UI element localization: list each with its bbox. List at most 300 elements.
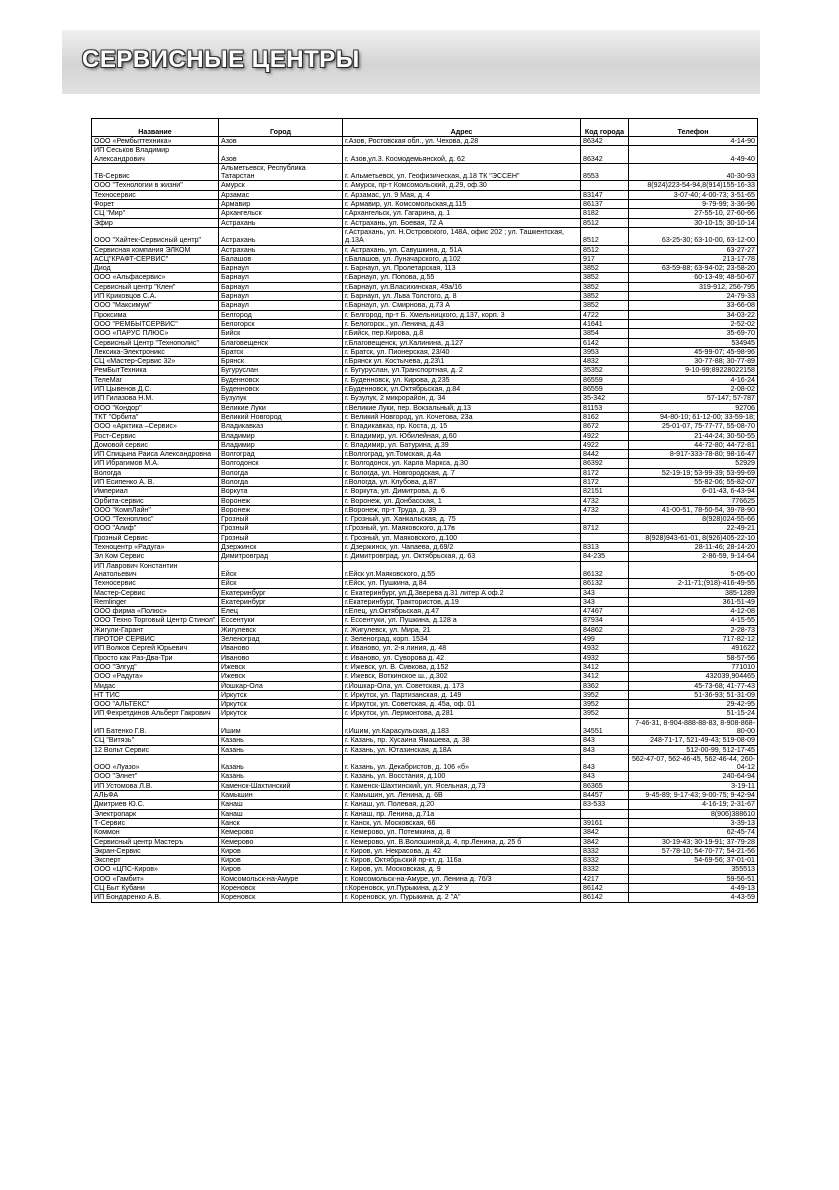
cell-city: Альметьевск, Республика Татарстан [219,163,343,181]
table-row [92,450,758,459]
cell-phone: 28-11-46; 28-14-20 [629,543,758,552]
cell-name: Сервисный Центр "Технополис" [92,338,219,347]
cell-phone: 2-52-02 [629,319,758,328]
cell-city-code: 843 [581,772,629,781]
cell-city: Амурск [219,181,343,190]
cell-city: Барнаул [219,273,343,282]
cell-phone: 44-72-80; 44-72-81 [629,440,758,449]
table-row [92,440,758,449]
cell-phone: 57-147; 57-787 [629,394,758,403]
cell-city-code: 8512 [581,227,629,245]
cell-phone: 45-99-07; 45-98-96 [629,347,758,356]
cell-city-code: 35-342 [581,394,629,403]
cell-city: Грозный [219,515,343,524]
cell-city: Ейск [219,561,343,579]
cell-address: г.Барнаул, ул. Попова, д.55 [343,273,581,282]
cell-name: ООО "Хайтек-Сервисный центр" [92,227,219,245]
table-row [92,781,758,790]
cell-address: г. Бугуруслан, ул.Транспортная, д. 2 [343,366,581,375]
table-row [92,745,758,754]
cell-city-code: 843 [581,736,629,745]
cell-name: Просто как Раз-Два-Три [92,653,219,662]
cell-address: г.Грозный, ул. Маяковского, д.17в [343,524,581,533]
cell-name: ООО «Радуга» [92,672,219,681]
cell-address: г. Ижевск, ул. В. Сивкова, д.152 [343,662,581,671]
table-row [92,690,758,699]
table-row [92,385,758,394]
cell-city: Комсомольск-на-Амуре [219,874,343,883]
cell-phone: 4-15-55 [629,616,758,625]
cell-address: г. Казань, ул. Восстания, д.100 [343,772,581,781]
cell-phone: 319-912, 256-795 [629,282,758,291]
table-row [92,597,758,606]
cell-name: ООО «Арктика –Сервис» [92,422,219,431]
cell-address: г. Канаш, ул. Полевая, д.20 [343,800,581,809]
table-row [92,837,758,846]
cell-address: г.Вологда, ул. Клубова, д.87 [343,477,581,486]
cell-phone: 2-08-02 [629,385,758,394]
cell-city-code: 3953 [581,347,629,356]
cell-name: Эксперт [92,856,219,865]
cell-city-code [581,181,629,190]
cell-address: г.Астрахань, ул. Н.Островского, 148А, офис 202 ; ул. Ташкентская, д.13А [343,227,581,245]
table-body [92,137,758,903]
cell-address: г. Камышин, ул. Ленина, д. 6В [343,791,581,800]
header-name: Название [92,119,219,137]
cell-phone: 63-27-27 [629,245,758,254]
cell-phone: 34-03-22 [629,310,758,319]
cell-phone: 771010 [629,662,758,671]
cell-phone: 4-49-13 [629,884,758,893]
cell-phone: 385-1289 [629,588,758,597]
cell-name: ИП Цывенов Д.С. [92,385,219,394]
cell-name: ООО "Алиф" [92,524,219,533]
table-row [92,459,758,468]
cell-city-code: 8182 [581,209,629,218]
cell-city-code: 843 [581,745,629,754]
cell-phone: 3-39-13 [629,818,758,827]
cell-city-code: 843 [581,754,629,772]
cell-name: 12 Вольт Сервис [92,745,219,754]
cell-city-code: 4832 [581,357,629,366]
cell-name: Техносервис [92,579,219,588]
service-centers-table [91,118,758,903]
cell-city: Братск [219,347,343,356]
table-row [92,809,758,818]
cell-address: г.Великие Луки, пер. Вокзальный, д.13 [343,403,581,412]
table-row [92,209,758,218]
cell-city: Каменск-Шахтинский [219,781,343,790]
cell-city-code: 34551 [581,718,629,736]
cell-address: г. Киров, Октябрьский пр-кт, д. 116а [343,856,581,865]
cell-address: г. Воркута, ул. Димитрова, д. 6 [343,487,581,496]
cell-name: ИП Волков Сергей Юрьевич [92,644,219,653]
cell-city-code: 8162 [581,412,629,421]
cell-name: РемБытТехника [92,366,219,375]
cell-name: Орбита-сервис [92,496,219,505]
cell-name: Проксима [92,310,219,319]
cell-city: Великий Новгород [219,412,343,421]
cell-city-code: 6142 [581,338,629,347]
cell-city-code: 86137 [581,200,629,209]
cell-address: г. Азов,ул.3. Космодемьянской, д. 62 [343,146,581,164]
cell-city: Киров [219,865,343,874]
cell-address: г. Грозный, ул. Ханкальская, д. 75 [343,515,581,524]
cell-city-code [581,515,629,524]
cell-name: Коммон [92,828,219,837]
cell-phone: 776625 [629,496,758,505]
cell-city-code: 3842 [581,837,629,846]
cell-phone: 9-10-99;89228022158 [629,366,758,375]
cell-city: Канск [219,818,343,827]
table-row [92,301,758,310]
cell-city-code: 3952 [581,700,629,709]
cell-city-code: 83147 [581,190,629,199]
cell-name: Сервисный центр "Клен" [92,282,219,291]
cell-city: Владикавказ [219,422,343,431]
cell-phone: 30-10-15; 30-10-14 [629,218,758,227]
cell-city-code: 39161 [581,818,629,827]
cell-phone: 30-77-88; 30-77-89 [629,357,758,366]
cell-city-code [581,809,629,818]
cell-name: ООО "Максимум" [92,301,219,310]
cell-city: Канаш [219,800,343,809]
cell-phone: 22-49-21 [629,524,758,533]
table-row [92,846,758,855]
cell-city: Бугуруслан [219,366,343,375]
table-row [92,543,758,552]
cell-phone: 4-12-08 [629,607,758,616]
cell-name: СЦ Быт Кубани [92,884,219,893]
cell-address: г.Балашов, ул. Луначарского, д.102 [343,254,581,263]
table-row [92,366,758,375]
cell-city: Иваново [219,644,343,653]
cell-phone: 4-14-90 [629,137,758,146]
cell-name: ИП Сеськов Владимир Александрович [92,146,219,164]
cell-city: Екатеринбург [219,597,343,606]
cell-city: Зеленоград [219,635,343,644]
cell-city-code: 8553 [581,163,629,181]
header-address: Адрес [343,119,581,137]
cell-phone: 59-56-51 [629,874,758,883]
cell-name: Дмитриев Ю.С. [92,800,219,809]
table-row [92,579,758,588]
table-row [92,800,758,809]
title-banner [62,30,760,94]
cell-city: Волгоград [219,450,343,459]
cell-phone: 240-64-94 [629,772,758,781]
table-row [92,818,758,827]
cell-name: ООО "РЕМБЫТСЕРВИС" [92,319,219,328]
cell-city: Вологда [219,468,343,477]
header-city-code: Код города [581,119,629,137]
cell-city-code: 917 [581,254,629,263]
cell-city: Ижевск [219,662,343,671]
table-row [92,254,758,263]
cell-phone: 6-01-43, 6-43-94 [629,487,758,496]
cell-phone: 92706 [629,403,758,412]
cell-phone: 213-17-78 [629,254,758,263]
cell-phone: 8-917-333-78-80; 98-16-47 [629,450,758,459]
cell-address: г. Казань, пр. Хусаина Ямашева, д. 38 [343,736,581,745]
cell-phone: 717-82-12 [629,635,758,644]
cell-phone: 3-19-11 [629,781,758,790]
cell-city-code: 86132 [581,579,629,588]
cell-name: ООО «Альфасервис» [92,273,219,282]
cell-city-code: 8512 [581,218,629,227]
cell-address: г. Иркутск, ул. Советская, д. 45а, оф. 01 [343,700,581,709]
cell-city-code: 86142 [581,884,629,893]
cell-city: Киров [219,846,343,855]
cell-address: г. Астрахань, ул. Савушкина, д. 51А [343,245,581,254]
cell-name: ООО "Технологии в жизни" [92,181,219,190]
cell-city: Архангельск [219,209,343,218]
cell-address: г. Жигулевск, ул. Мира, 21 [343,625,581,634]
header-city: Город [219,119,343,137]
table-row [92,200,758,209]
cell-address: г. Кемерово, ул. Потемкина, д. 8 [343,828,581,837]
cell-phone: 52929 [629,459,758,468]
cell-city: Казань [219,754,343,772]
cell-city: Камышин [219,791,343,800]
cell-address: г.Брянск ул. Костычева, д.23\1 [343,357,581,366]
cell-city-code: 3852 [581,282,629,291]
cell-phone: 355513 [629,865,758,874]
table-row [92,292,758,301]
cell-phone: 51-36-93; 51-31-09 [629,690,758,699]
cell-city: Белогорск [219,319,343,328]
cell-phone: 60-13-49; 48-50-67 [629,273,758,282]
cell-city: Азов [219,137,343,146]
cell-address: г.Ейск ул.Маяковского, д.55 [343,561,581,579]
cell-name: ООО Техно Торговый Центр Стинол" [92,616,219,625]
cell-phone: 534945 [629,338,758,347]
cell-name: ООО "АЛЬТЕКС" [92,700,219,709]
cell-city-code: 86392 [581,459,629,468]
cell-name: ИП Бондаренко А.В. [92,893,219,902]
cell-city: Воркута [219,487,343,496]
table-row [92,700,758,709]
table-row [92,357,758,366]
cell-name: ИП Спицына Раиса Александровна [92,450,219,459]
table-row [92,524,758,533]
table-row [92,264,758,273]
cell-address: г. Вологда, ул. Новгородская, д. 7 [343,468,581,477]
cell-address: г.Йошкар-Ола, ул. Советская, д. 173 [343,681,581,690]
cell-city-code: 84862 [581,625,629,634]
table-row [92,884,758,893]
cell-name: Экран-Сервис [92,846,219,855]
cell-address: г.Барнаул, ул. Смирнова, д.73 А [343,301,581,310]
cell-city-code: 3852 [581,264,629,273]
cell-name: ИП Устомова Л.В. [92,781,219,790]
cell-address: г. Кореновск, ул. Пурыкина, д. 2 "А" [343,893,581,902]
cell-address: г. Волгодонск, ул. Карла Маркса, д.30 [343,459,581,468]
cell-city: Барнаул [219,292,343,301]
cell-city-code: 4732 [581,496,629,505]
table-row [92,468,758,477]
cell-name: ООО "Техноплюс" [92,515,219,524]
cell-city-code: 4217 [581,874,629,883]
table-row [92,552,758,561]
cell-phone: 8(906)388610 [629,809,758,818]
cell-name: СЦ «Мастер-Сервис 32» [92,357,219,366]
cell-address: г. Дзержинск, ул. Чапаева, д.69/2 [343,543,581,552]
cell-city-code: 86132 [581,561,629,579]
cell-name: Жигули-Гарант [92,625,219,634]
cell-name: Империал [92,487,219,496]
table-row [92,403,758,412]
table-row [92,561,758,579]
cell-phone: 432039,904465 [629,672,758,681]
cell-name: ТелеМаг [92,375,219,384]
table-row [92,515,758,524]
cell-city-code: 8442 [581,450,629,459]
table-row [92,662,758,671]
table-row [92,856,758,865]
cell-city-code: 4932 [581,653,629,662]
cell-address: г.Волгоград, ул.Томская, д.4а [343,450,581,459]
table-row [92,163,758,181]
cell-name: ИП Лаврович Константин Анатольевич [92,561,219,579]
table-row [92,736,758,745]
cell-city: Екатеринбург [219,588,343,597]
cell-address: г.Кореновск, ул.Пурыкина, д.2 У [343,884,581,893]
cell-city-code: 3952 [581,709,629,718]
cell-city: Жигулевск [219,625,343,634]
cell-phone: 29-42-95 [629,700,758,709]
cell-address: г.Благовещенск, ул.Калинина, д.127 [343,338,581,347]
cell-phone: 248-71-17, 521-49-43; 519-08-09 [629,736,758,745]
cell-phone: 35-69-70 [629,329,758,338]
table-row [92,310,758,319]
table-row [92,422,758,431]
cell-name: ИП Криковцов С.А. [92,292,219,301]
cell-city-code: 41641 [581,319,629,328]
cell-address: г. Альметьевск, ул. Геофизическая, д.18 ТК "ЭССЕН" [343,163,581,181]
cell-phone: 94-80-10; 61-12-00; 33-59-18; [629,412,758,421]
cell-city: Кемерово [219,837,343,846]
cell-address: г. Владимир, ул. Юбилейная, д.60 [343,431,581,440]
cell-phone: 7-46-31, 8-904-888-88-83, 8-908-868-80-00 [629,718,758,736]
table-row [92,477,758,486]
cell-address: г.Екатеринбург, Трактористов, д.19 [343,597,581,606]
cell-city-code: 3412 [581,662,629,671]
cell-city: Иркутск [219,709,343,718]
cell-city-code: 3842 [581,828,629,837]
table-row [92,273,758,282]
table-row [92,865,758,874]
cell-phone: 4-16-19; 2-31-67 [629,800,758,809]
table-row [92,412,758,421]
cell-phone: 8(924)223-54-94,8(914)155-16-33 [629,181,758,190]
cell-address: г.Архангельск, ул. Гагарина, д. 1 [343,209,581,218]
table-row [92,190,758,199]
cell-city: Казань [219,745,343,754]
cell-name: ИП Гилазова Н.М. [92,394,219,403]
cell-name: Рост-Сервис [92,431,219,440]
cell-name: ИП Фехретдинов Альберт Гакрович [92,709,219,718]
cell-city: Волгодонск [219,459,343,468]
cell-name: Форет [92,200,219,209]
cell-city-code: 84457 [581,791,629,800]
cell-city-code: 8172 [581,468,629,477]
cell-city-code: 84-235 [581,552,629,561]
cell-address: г. Владикавказ, пр. Коста, д. 15 [343,422,581,431]
table-row [92,137,758,146]
cell-phone: 4-43-59 [629,893,758,902]
cell-address: г.Ейск, ул. Пушкина, д.84 [343,579,581,588]
cell-address: г. Армавир, ул. Комсомольская,д.115 [343,200,581,209]
cell-city: Барнаул [219,282,343,291]
cell-name: ООО "Элнет" [92,772,219,781]
table-row [92,681,758,690]
cell-city-code: 3412 [581,672,629,681]
cell-city-code: 3952 [581,690,629,699]
cell-address: г.Бийск, пер.Кирова, д.8 [343,329,581,338]
table-row [92,218,758,227]
cell-name: Вологда [92,468,219,477]
cell-name: ИП Батенко Г.В. [92,718,219,736]
cell-name: ООО «Гамбит» [92,874,219,883]
cell-phone: 63-25-30; 63-10-00, 63-12-00 [629,227,758,245]
cell-name: СЦ "Мир" [92,209,219,218]
cell-name: Мидас [92,681,219,690]
cell-name: СЦ "Витязь" [92,736,219,745]
cell-city: Димитровград [219,552,343,561]
cell-name: Т-Сервис [92,818,219,827]
cell-address: г. Киров, ул. Некрасова, д. 42 [343,846,581,855]
cell-address: г. Иркутск, ул. Партизанская, д. 149 [343,690,581,699]
cell-city: Барнаул [219,264,343,273]
table-row [92,347,758,356]
cell-city-code: 4732 [581,505,629,514]
table-row [92,754,758,772]
cell-city-code: 4932 [581,644,629,653]
cell-city: Иваново [219,653,343,662]
table-row [92,338,758,347]
table-row [92,245,758,254]
cell-city: Астрахань [219,245,343,254]
cell-phone: 3-07-40; 4-00-73; 3-51-65 [629,190,758,199]
cell-address: г. Владимир, ул. Батурина, д.39 [343,440,581,449]
cell-city-code: 82151 [581,487,629,496]
cell-city-code: 8332 [581,865,629,874]
cell-address: г.Елец, ул.Октябрьская, д.47 [343,607,581,616]
cell-city: Ейск [219,579,343,588]
cell-phone: 40-30-93 [629,163,758,181]
cell-city: Балашов [219,254,343,263]
cell-name: ООО фирма «Полюс» [92,607,219,616]
cell-name: ООО «ПАРУС ПЛЮС» [92,329,219,338]
cell-address: г. Белогорск., ул. Ленина, д.43 [343,319,581,328]
cell-city: Грозный [219,524,343,533]
table-row [92,146,758,164]
cell-phone: 21-44-24; 30-50-55 [629,431,758,440]
cell-city-code: 3852 [581,273,629,282]
cell-city: Великие Луки [219,403,343,412]
cell-name: ПРОТОР СЕРВИС [92,635,219,644]
cell-name: НТ ТИС [92,690,219,699]
cell-name: Диод [92,264,219,273]
cell-city-code: 86559 [581,375,629,384]
cell-address: г. Астрахань, ул. Боевая, 72 А [343,218,581,227]
cell-name: ООО "Кондор" [92,403,219,412]
cell-city: Воронеж [219,505,343,514]
cell-name: Техноцентр «Радуга» [92,543,219,552]
table-row [92,505,758,514]
cell-city: Йошкар-Ола [219,681,343,690]
